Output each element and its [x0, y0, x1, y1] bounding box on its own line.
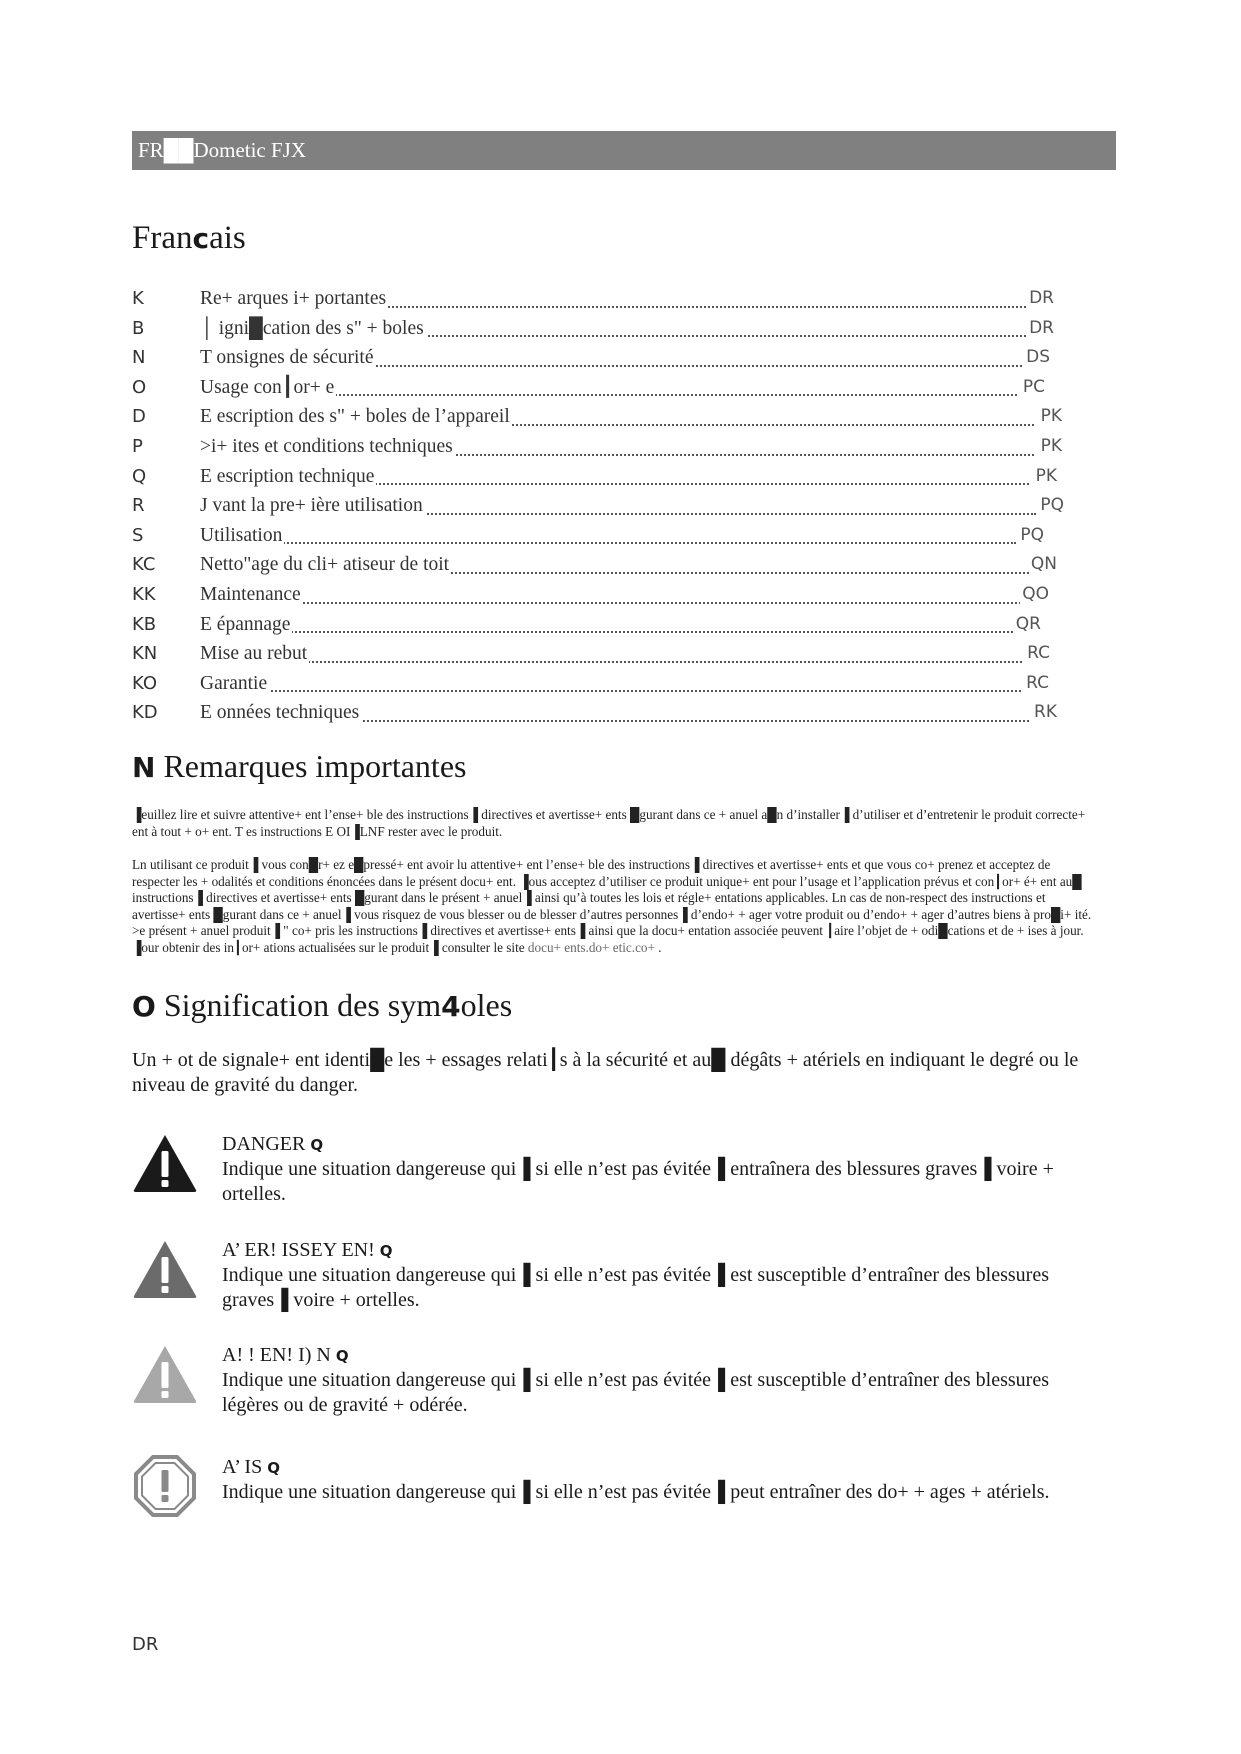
- title-part-2: c: [192, 222, 210, 255]
- toc-entry-number: KD: [132, 702, 158, 724]
- toc-entry-number: KK: [132, 583, 156, 605]
- section-number: O: [132, 990, 156, 1023]
- toc-entry[interactable]: [132, 432, 1062, 462]
- hazard-title: [222, 1455, 280, 1481]
- toc-entry-number: S: [132, 524, 144, 546]
- toc-entry-page: RC: [1025, 639, 1050, 669]
- toc-entry[interactable]: [132, 284, 1052, 314]
- header-text: FR██Dometic FJX: [138, 138, 307, 162]
- toc-entry[interactable]: [132, 639, 1052, 669]
- hazard-title-symbol: Q: [335, 1347, 349, 1365]
- title-part-1: Fran: [132, 220, 193, 256]
- toc-entry-page: DR: [1027, 284, 1054, 314]
- toc-entry-label: J vant la pre+ ière utilisation: [200, 491, 425, 521]
- page-title: [132, 220, 246, 257]
- toc-entry-label: E onnées techniques: [200, 698, 361, 728]
- hazard-avertissement: [132, 1238, 1122, 1318]
- remarques-paragraph-2-text: Ln utilisant ce produit▐ vous con█r+ ez e█pressé+ ent avoir lu attentive+ ent l’ense+ ble des instructions▐ directives et avertisse+ ents et que vous co+ prenez et acceptez de respecter les + odalités et conditions énoncées dans le présent docu+ ent. ▐ous acceptez d’utiliser ce produit unique+ ent pour l’usage et l’application prévus et con┃or+ é+ ent au█ instructions▐ directives et avertisse+ ents █gurant dans le présent + anuel▐ ainsi qu’à toutes les lois et régle+ entations applicables. Ln cas de non-respect des instructions et avertisse+ ents █gurant dans ce + anuel▐ vous risquez de vous blesser ou de blesser d’autres personnes▐ d’endo+ + ager votre produit ou d’endo+ + ager d’autres biens à pro█i+ ité. >e présent + anuel produit▐ " co+ pris les instructions▐ directives et avertisse+ ents▐ ainsi que la docu+ entation associée peuvent ┃aire l’objet de + odi█cations et de + ises à jour. ▐our obtenir des in┃or+ ations actualisées sur le produit▐ consulter le site: [132, 857, 1092, 955]
- table-of-contents: [132, 284, 1064, 728]
- toc-entry[interactable]: [132, 580, 1052, 610]
- toc-entry-page: QN: [1029, 550, 1057, 580]
- toc-entry-label: Maintenance: [200, 580, 303, 610]
- avertissement-warning-icon: [132, 1238, 198, 1300]
- toc-entry-label: Re+ arques i+ portantes: [200, 284, 388, 314]
- toc-entry-number: Q: [132, 465, 147, 487]
- toc-entry[interactable]: [132, 402, 1062, 432]
- toc-entry-label: E escription technique: [200, 462, 376, 492]
- toc-entry-number: D: [132, 406, 146, 428]
- toc-entry-page: DR: [1027, 314, 1054, 344]
- hazard-title-text: DANGER: [222, 1133, 306, 1155]
- toc-entry[interactable]: [132, 373, 1052, 403]
- toc-entry-label: Garantie: [200, 669, 269, 699]
- avis-exclamation-dot: [162, 1495, 169, 1502]
- toc-entry-page: RC: [1024, 669, 1049, 699]
- page-number: DR: [132, 1634, 159, 1655]
- section-heading-remarques: [132, 748, 466, 785]
- toc-entry[interactable]: [132, 521, 1052, 551]
- toc-entry-page: PK: [1034, 462, 1057, 492]
- toc-entry[interactable]: [132, 314, 1052, 344]
- title-part-3: ais: [209, 220, 246, 256]
- hazard-title-symbol: Q: [379, 1242, 393, 1260]
- toc-leader-dots: [200, 602, 1021, 604]
- toc-entry-page: DS: [1024, 343, 1050, 373]
- toc-entry-number: KB: [132, 613, 157, 635]
- toc-entry[interactable]: [132, 343, 1052, 373]
- toc-entry-page: PK: [1039, 402, 1062, 432]
- header-bar: [132, 131, 1116, 170]
- danger-warning-icon: [132, 1132, 198, 1194]
- symboles-intro: Un + ot de signale+ ent identi█e les + essages relati┃s à la sécurité et au█ dégâts + atériels en indiquant le degré ou le niveau de gravité du danger.: [132, 1049, 1079, 1096]
- toc-entry-number: KN: [132, 643, 158, 665]
- toc-entry[interactable]: [132, 610, 1052, 640]
- toc-entry-page: PC: [1021, 373, 1045, 403]
- toc-entry-label: Netto"age du cli+ atiseur de toit: [200, 550, 451, 580]
- toc-entry-label: >i+ ites et conditions techniques: [200, 432, 455, 462]
- attention-warning-icon: [132, 1343, 198, 1405]
- hazard-text: Indique une situation dangereuse qui▐ si elle n’est pas évitée▐ est susceptible d’entraîner des blessures graves▐ voire + ortelles.: [222, 1264, 1049, 1311]
- hazard-text: Indique une situation dangereuse qui▐ si elle n’est pas évitée▐ entraînera des blessures graves▐ voire + ortelles.: [222, 1158, 1054, 1205]
- hazard-title-text: A! ! EN! I) N: [222, 1344, 331, 1366]
- avis-octagon-icon: [132, 1455, 198, 1517]
- toc-entry-page: QO: [1020, 580, 1049, 610]
- hazard-danger: [132, 1132, 1122, 1212]
- attention-exclamation-bar: [162, 1362, 169, 1388]
- toc-entry-number: KC: [132, 554, 156, 576]
- remarques-paragraph-1: ▐euillez lire et suivre attentive+ ent l’ense+ ble des instructions▐ directives et avertisse+ ents █gurant dans ce + anuel a█n d’installer▐ d’utiliser et d’entretenir le produit correcte+ ent à tout + o+ ent. T es instructions E OI▐LNF rester avec le produit.: [132, 807, 1086, 839]
- toc-entry-page: QR: [1014, 610, 1041, 640]
- hazard-title-text: A’ ER! ISSEY EN!: [222, 1239, 380, 1261]
- toc-entry-label: │ igni█cation des s" + boles: [200, 314, 426, 344]
- attention-exclamation-dot: [162, 1391, 169, 1398]
- toc-entry-label: T onsignes de sécurité: [200, 343, 375, 373]
- toc-entry-number: O: [132, 376, 147, 398]
- toc-entry[interactable]: [132, 491, 1064, 521]
- toc-entry[interactable]: [132, 698, 1057, 728]
- danger-exclamation-dot: [162, 1180, 169, 1187]
- section-heading-symboles: [132, 987, 512, 1024]
- toc-entry-label: Mise au rebut: [200, 639, 309, 669]
- toc-entry-page: PK: [1039, 432, 1062, 462]
- toc-entry-number: P: [132, 435, 143, 457]
- section-title-part-2: 4: [441, 990, 461, 1023]
- hazard-text: Indique une situation dangereuse qui▐ si elle n’est pas évitée▐ peut entraîner des do+ + ages + atériels.: [222, 1481, 1050, 1503]
- remarques-paragraph-2-end: .: [654, 939, 662, 955]
- toc-entry-page: PQ: [1038, 491, 1064, 521]
- avertissement-exclamation-bar: [162, 1257, 169, 1283]
- hazard-text: Indique une situation dangereuse qui▐ si elle n’est pas évitée▐ est susceptible d’entraîner des blessures légères ou de gravité + odérée.: [222, 1369, 1049, 1416]
- remarques-paragraph-2: [132, 857, 1092, 957]
- avis-exclamation-bar: [162, 1470, 169, 1492]
- toc-entry-number: R: [132, 495, 145, 517]
- toc-entry-number: B: [132, 317, 145, 339]
- toc-leader-dots: [200, 542, 1016, 544]
- toc-entry-label: Utilisation: [200, 521, 284, 551]
- hazard-avis: [132, 1455, 1122, 1535]
- toc-entry-label: Usage con┃or+ e: [200, 373, 336, 403]
- toc-entry-number: K: [132, 288, 144, 309]
- hazard-title-symbol: Q: [310, 1136, 324, 1154]
- hazard-title-text: A’ IS: [222, 1456, 263, 1478]
- section-title: Remarques importantes: [163, 748, 467, 784]
- toc-entry-number: KO: [132, 672, 157, 694]
- danger-exclamation-bar: [162, 1151, 169, 1177]
- toc-entry[interactable]: [132, 462, 1057, 492]
- hazard-title-symbol: Q: [267, 1459, 280, 1477]
- toc-leader-dots: [200, 690, 1021, 692]
- hazard-title: [222, 1343, 349, 1369]
- hazard-title: [222, 1132, 323, 1158]
- avertissement-exclamation-dot: [162, 1286, 169, 1293]
- hazard-title: [222, 1238, 393, 1264]
- toc-leader-dots: [200, 661, 1022, 663]
- toc-entry[interactable]: [132, 669, 1052, 699]
- section-title-part-3: oles: [460, 987, 513, 1023]
- section-title-part-1: Signification des sym: [163, 987, 442, 1023]
- toc-entry-page: RK: [1032, 698, 1057, 728]
- toc-entry-number: N: [132, 347, 146, 369]
- toc-entry-label: E épannage: [200, 610, 292, 640]
- hazard-attention: [132, 1343, 1122, 1423]
- section-number: N: [132, 751, 156, 784]
- toc-entry[interactable]: [132, 550, 1057, 580]
- toc-leader-dots: [200, 631, 1013, 633]
- documents-link[interactable]: docu+ ents.do+ etic.co+: [527, 939, 655, 955]
- toc-entry-label: E escription des s" + boles de l’appareil: [200, 402, 512, 432]
- toc-entry-page: PQ: [1018, 521, 1044, 551]
